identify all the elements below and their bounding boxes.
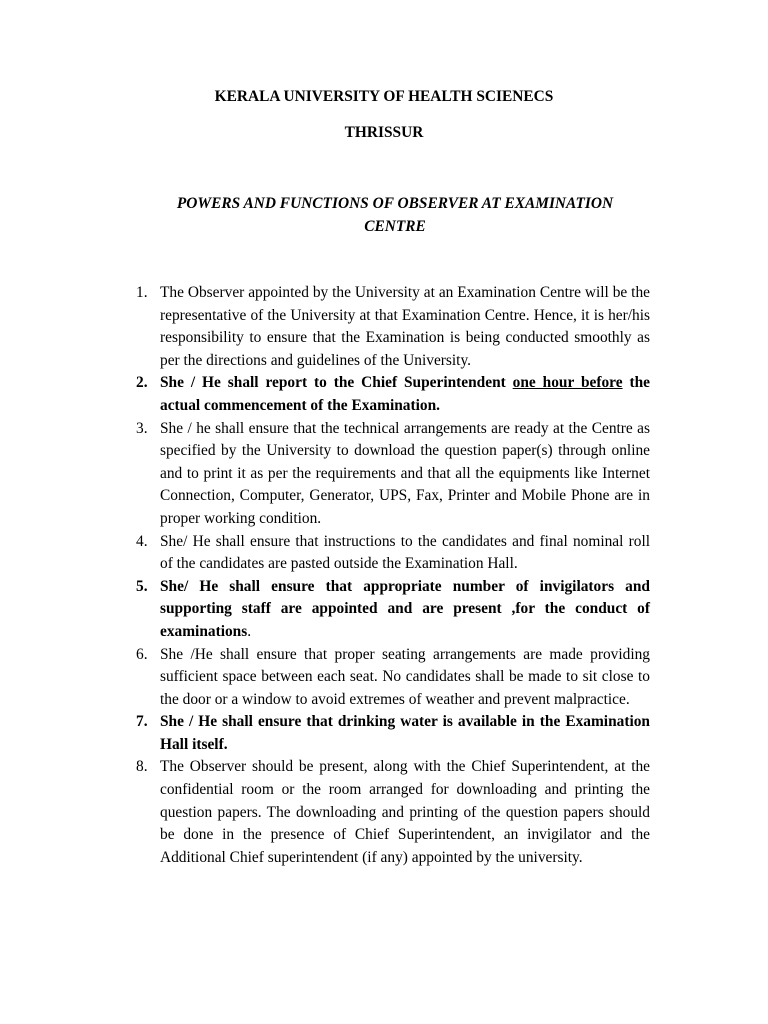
item-text: She /He shall ensure that proper seating arrangements are made providing sufficient space between each seat. No candidates shall be made to sit close to the door or a window to avoid extremes of weather and prevent malpractice. [160, 645, 650, 708]
list-item [136, 644, 650, 712]
item-text: She/ He shall ensure that instructions to the candidates and final nominal roll of the candidates are pasted outside the Examination Hall. [160, 532, 650, 573]
item-number: 4. [136, 532, 148, 550]
item-number: 7. [136, 713, 148, 731]
item-text: The Observer should be present, along with the Chief Superintendent, at the confidential room or the room arranged for downloading and printing the question papers. The downloading and printing of the question papers should be done in the presence of Chief Superintendent, an invigilator and the Additional Chief superintendent (if any) appointed by the university. [160, 758, 650, 866]
item-text: . [247, 622, 252, 640]
item-number: 3. [136, 419, 148, 437]
item-number: 5. [136, 577, 148, 595]
list-item [136, 531, 650, 576]
item-number: 2. [136, 374, 148, 392]
item-text: the actual commencement of the Examination. [160, 374, 650, 414]
list-item [136, 756, 650, 869]
document-title: POWERS AND FUNCTIONS OF OBSERVER AT EXAMINATION CENTRE [176, 195, 614, 235]
item-number: 6. [136, 645, 148, 663]
item-text: She/ He shall ensure that appropriate number of invigilators and supporting staff are appointed and are present ,for the conduct of examinations [160, 577, 650, 640]
item-number: 1. [136, 284, 148, 301]
list-item [136, 711, 650, 756]
list-item [136, 372, 650, 417]
item-text: She / He shall report to the Chief Superintendent [160, 374, 513, 392]
item-number: 8. [136, 758, 148, 776]
list-item [136, 418, 650, 531]
list-item [136, 282, 650, 372]
item-text: The Observer appointed by the University at an Examination Centre will be the representative of the University at that Examination Centre. Hence, it is her/his responsibility to ensure that the Examination is being conducted smoothly as per the directions and guidelines of the University. [160, 284, 650, 369]
city-name: THRISSUR [344, 124, 424, 141]
list-item [136, 576, 650, 644]
item-text: She / He shall ensure that drinking water is available in the Examination Hall itself. [160, 713, 650, 753]
item-text: She / he shall ensure that the technical arrangements are ready at the Centre as specified by the University to download the question paper(s) through online and to print it as per the requirements and that all the equipments like Internet Connection, Computer, Generator, UPS, Fax, Printer and Mobile Phone are in proper working condition. [160, 419, 650, 527]
item-text-underlined: one hour before [512, 374, 623, 392]
university-name: KERALA UNIVERSITY OF HEALTH SCIENECS [214, 88, 554, 105]
observer-duties-list [136, 282, 650, 869]
